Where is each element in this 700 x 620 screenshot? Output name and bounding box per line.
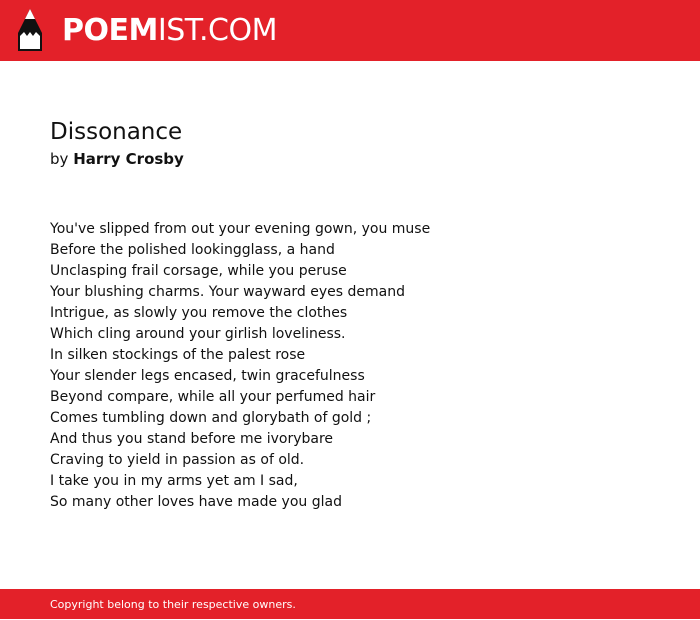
logo-text-light: IST.COM	[157, 13, 277, 48]
copyright-text: Copyright belong to their respective owners.	[50, 598, 296, 611]
poem-line: Beyond compare, while all your perfumed hair	[50, 389, 376, 405]
poem-byline	[50, 148, 184, 170]
poem-line: Craving to yield in passion as of old.	[50, 452, 305, 468]
poem-line: In silken stockings of the palest rose	[50, 347, 306, 363]
site-logo[interactable]	[62, 11, 277, 51]
poem-line: Which cling around your girlish loveliness.	[50, 326, 346, 342]
poem-line: Intrigue, as slowly you remove the clothes	[50, 305, 348, 321]
poem-line: Comes tumbling down and glorybath of gold ;	[50, 410, 372, 426]
poem-line: And thus you stand before me ivorybare	[50, 431, 334, 447]
poem-line: So many other loves have made you glad	[50, 494, 342, 510]
by-label: by	[50, 150, 69, 168]
poem-line: Unclasping frail corsage, while you peruse	[50, 263, 347, 279]
poem-author: Harry Crosby	[73, 150, 184, 168]
logo-text-bold: POEM	[62, 13, 158, 48]
site-footer	[0, 589, 700, 619]
poem-line: You've slipped from out your evening gown, you muse	[50, 221, 431, 237]
poem-body	[50, 219, 430, 513]
poem-line: Before the polished lookingglass, a hand	[50, 242, 335, 258]
poem-line: Your slender legs encased, twin gracefulness	[50, 368, 365, 384]
poem-line: I take you in my arms yet am I sad,	[50, 473, 298, 489]
poem-title: Dissonance	[50, 119, 183, 145]
site-header	[0, 0, 700, 61]
poem-line: Your blushing charms. Your wayward eyes demand	[50, 284, 406, 300]
pencil-logo-icon[interactable]	[17, 8, 43, 52]
